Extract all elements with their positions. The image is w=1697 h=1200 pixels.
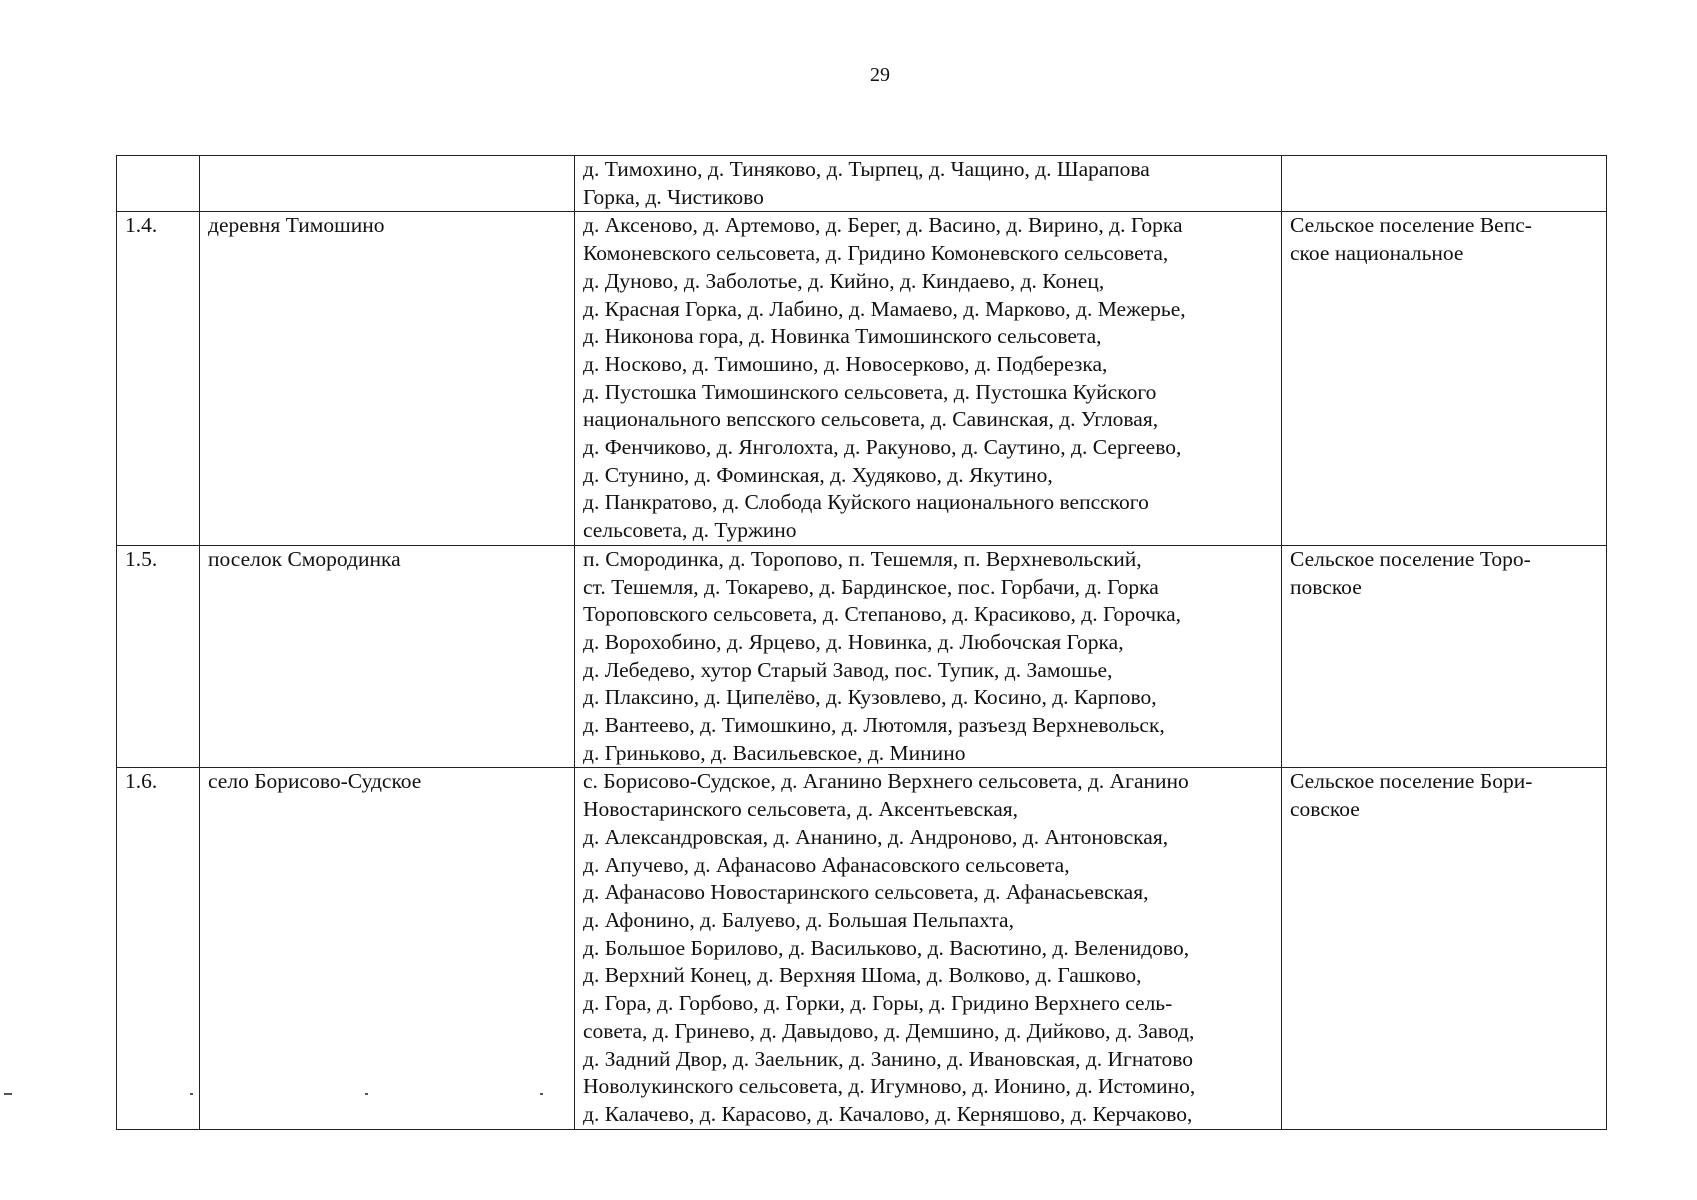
municipality-line: Сельское поселение Торо- xyxy=(1290,546,1531,571)
settlements-line: д. Фенчиково, д. Янголохта, д. Ракуново, д. Саутино, д. Сергеево, xyxy=(583,435,1182,460)
table-row xyxy=(117,545,1607,768)
settlements-line: с. Борисово-Судское, д. Аганино Верхнего сельсовета, д. Аганино xyxy=(583,769,1189,794)
settlements-list-cell xyxy=(575,768,1282,1129)
admin-center-cell xyxy=(200,768,575,1129)
table-row xyxy=(117,212,1607,545)
municipality-line: совское xyxy=(1290,797,1360,822)
municipality-cell xyxy=(1282,156,1607,212)
scan-mark xyxy=(4,1093,12,1095)
table-body xyxy=(117,156,1607,1130)
admin-center-cell xyxy=(200,212,575,545)
settlements-line: д. Тимохино, д. Тиняково, д. Тырпец, д. Чащино, д. Шарапова xyxy=(583,157,1150,181)
municipality-line: Сельское поселение Вепс- xyxy=(1290,213,1532,238)
scan-edge-marks xyxy=(0,1085,560,1105)
municipality-cell xyxy=(1282,545,1607,768)
settlements-line: д. Верхний Конец, д. Верхняя Шома, д. Волково, д. Гашково, xyxy=(583,963,1142,988)
settlements-line: национального вепсского сельсовета, д. Савинская, д. Угловая, xyxy=(583,407,1159,432)
admin-center-cell xyxy=(200,545,575,768)
settlements-line: п. Смородинка, д. Торопово, п. Тешемля, п. Верхневольский, xyxy=(583,546,1142,571)
settlements-line: совета, д. Гринево, д. Давыдово, д. Демшино, д. Дийково, д. Завод, xyxy=(583,1018,1195,1043)
settlements-line: Новолукинского сельсовета, д. Игумново, д. Ионино, д. Истомино, xyxy=(583,1074,1196,1099)
settlements-line: Горка, д. Чистиково xyxy=(583,184,764,209)
settlements-list-cell xyxy=(575,212,1282,545)
row-number-cell xyxy=(117,768,200,1129)
municipality-line: повское xyxy=(1290,574,1362,599)
settlements-line: д. Пустошка Тимошинского сельсовета, д. Пустошка Куйского xyxy=(583,379,1157,404)
settlements-line: Комоневского сельсовета, д. Гридино Комоневского сельсовета, xyxy=(583,241,1169,266)
settlements-line: д. Дуново, д. Заболотье, д. Кийно, д. Киндаево, д. Конец, xyxy=(583,268,1105,293)
page-number: 29 xyxy=(870,64,890,86)
settlements-line: д. Красная Горка, д. Лабино, д. Мамаево, д. Марково, д. Межерье, xyxy=(583,296,1186,321)
municipality-cell xyxy=(1282,768,1607,1129)
municipality-line: Сельское поселение Бори- xyxy=(1290,769,1533,794)
settlements-line: д. Лебедево, хутор Старый Завод, пос. Тупик, д. Замошье, xyxy=(583,657,1113,682)
settlements-list-cell xyxy=(575,545,1282,768)
settlements-line: д. Афонино, д. Балуево, д. Большая Пельпахта, xyxy=(583,907,1014,932)
row-number-cell xyxy=(117,212,200,545)
settlements-line: д. Гриньково, д. Васильевское, д. Минино xyxy=(583,740,966,765)
scan-mark xyxy=(365,1093,368,1095)
settlements-line: д. Афанасово Новостаринского сельсовета, д. Афанасьевская, xyxy=(583,880,1149,905)
admin-center-name: поселок Смородинка xyxy=(208,546,401,571)
scan-mark xyxy=(540,1093,543,1095)
settlements-line: ст. Тешемля, д. Токарево, д. Бардинское, пос. Горбачи, д. Горка xyxy=(583,574,1159,599)
row-number: 1.4. xyxy=(125,213,158,238)
table-row xyxy=(117,156,1607,212)
settlements-line: д. Гора, д. Горбово, д. Горки, д. Горы, д. Гридино Верхнего сель- xyxy=(583,991,1173,1016)
row-number: 1.5. xyxy=(125,546,158,571)
settlements-line: д. Ворохобино, д. Ярцево, д. Новинка, д. Любочская Горка, xyxy=(583,629,1124,654)
municipality-line: ское национальное xyxy=(1290,241,1464,266)
settlements-line: д. Аксеново, д. Артемово, д. Берег, д. Васино, д. Вирино, д. Горка xyxy=(583,213,1183,238)
admin-center-name: деревня Тимошино xyxy=(208,213,385,238)
admin-center-name: село Борисово-Судское xyxy=(208,769,422,794)
settlements-line: д. Апучево, д. Афанасово Афанасовского сельсовета, xyxy=(583,852,1070,877)
settlements-line: д. Носково, д. Тимошино, д. Новосерково, д. Подберезка, xyxy=(583,351,1108,376)
settlements-line: д. Панкратово, д. Слобода Куйского национального вепсского xyxy=(583,490,1149,515)
settlements-line: д. Калачево, д. Карасово, д. Качалово, д. Керняшово, д. Керчаково, xyxy=(583,1101,1193,1126)
settlements-line: д. Никонова гора, д. Новинка Тимошинского сельсовета, xyxy=(583,324,1102,349)
settlements-line: д. Плаксино, д. Ципелёво, д. Кузовлево, д. Косино, д. Карпово, xyxy=(583,685,1157,710)
settlements-table xyxy=(116,155,1607,1130)
settlements-line: д. Александровская, д. Ананино, д. Андроново, д. Антоновская, xyxy=(583,824,1169,849)
settlements-line: д. Задний Двор, д. Заельник, д. Занино, д. Ивановская, д. Игнатово xyxy=(583,1046,1193,1071)
settlements-line: д. Стунино, д. Фоминская, д. Худяково, д. Якутино, xyxy=(583,462,1053,487)
row-number: 1.6. xyxy=(125,769,158,794)
table-row xyxy=(117,768,1607,1129)
scan-mark xyxy=(190,1093,193,1095)
settlements-line: Новостаринского сельсовета, д. Аксентьевская, xyxy=(583,797,1019,822)
settlements-line: Тороповского сельсовета, д. Степаново, д. Красиково, д. Горочка, xyxy=(583,602,1182,627)
row-number-cell xyxy=(117,156,200,212)
municipality-cell xyxy=(1282,212,1607,545)
settlements-list-cell xyxy=(575,156,1282,212)
admin-center-cell xyxy=(200,156,575,212)
settlements-line: д. Большое Борилово, д. Васильково, д. Васютино, д. Веленидово, xyxy=(583,935,1190,960)
row-number-cell xyxy=(117,545,200,768)
settlements-line: сельсовета, д. Туржино xyxy=(583,518,797,543)
settlements-line: д. Вантеево, д. Тимошкино, д. Лютомля, разъезд Верхневольск, xyxy=(583,713,1165,738)
